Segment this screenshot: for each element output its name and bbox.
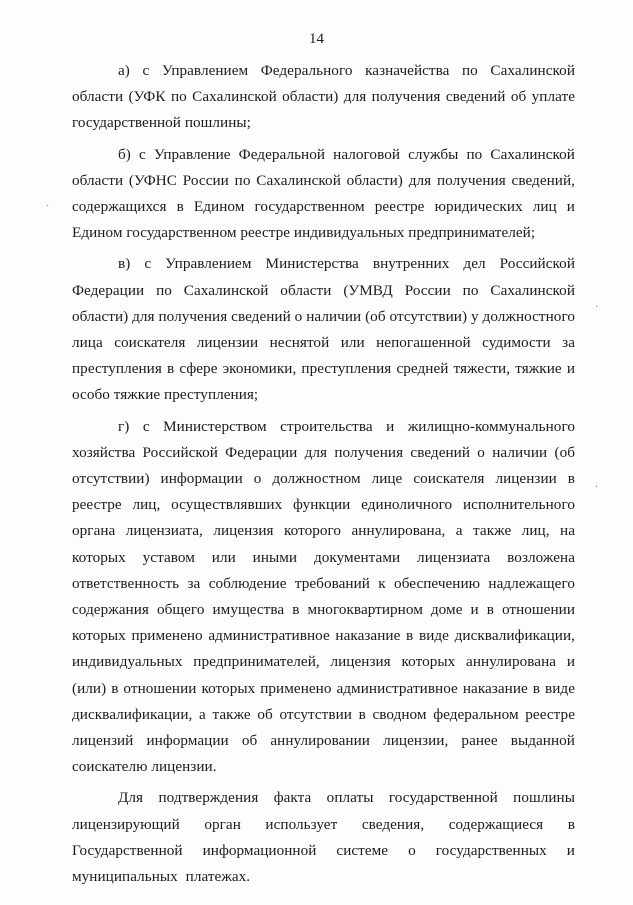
paragraph-fee-confirmation: Для подтверждения факта оплаты государственной пошлины лицензирующий орган использует сведения, содержащиеся в Государственной информационной системе о государственных и муниципальных платежах. (72, 789, 575, 886)
paragraph-v: в) с Управлением Министерства внутренних дел Российской Федерации по Сахалинской области (УМВД России по Сахалинской области) для получения сведений о наличии (об отсутствии) у должностного лица соискателя лицензии неснятой или непогашенной судимости за преступления в сфере экономики, преступления средней тяжести, тяжкие и особо тяжкие преступления; (72, 255, 575, 404)
scan-speck: · (595, 302, 599, 313)
paragraph-a: а) с Управлением Федерального казначейства по Сахалинской области (УФК по Сахалинской области) для получения сведений об уплате государственной пошлины; (72, 62, 575, 132)
scan-speck: · (595, 482, 599, 493)
paragraph-b: б) с Управление Федеральной налоговой службы по Сахалинской области (УФНС России по Сахалинской области) для получения сведений, содержащихся в Едином государственном реестре юридических лиц и Едином государственном реестре индивидуальных предпринимателей; (72, 145, 575, 242)
document-body (72, 58, 575, 895)
paragraph-g: г) с Министерством строительства и жилищно-коммунального хозяйства Российской Федерации для получения сведений о наличии (об отсутствии) информации о должностном лице соискателя лицензии в реестре лиц, осуществлявших функции единоличного исполнительного органа лицензиата, лицензия которого аннулирована, а также лиц, на которых уставом или иными документами лицензиата возложена ответственность за соблюдение требований к обеспечению надлежащего содержания общего имущества в многоквартирном доме и в отношении которых применено административное наказание в виде дисквалификации, индивидуальных предпринимателей, лицензия которых аннулирована и (или) в отношении которых применено административное наказание в виде дисквалификации, а также об отсутствии в сводном федеральном реестре лицензий информации об аннулировании лицензии, ранее выданной соискателю лицензии. (72, 417, 575, 776)
scan-speck: · (46, 201, 50, 212)
page-number: 14 (309, 31, 324, 47)
